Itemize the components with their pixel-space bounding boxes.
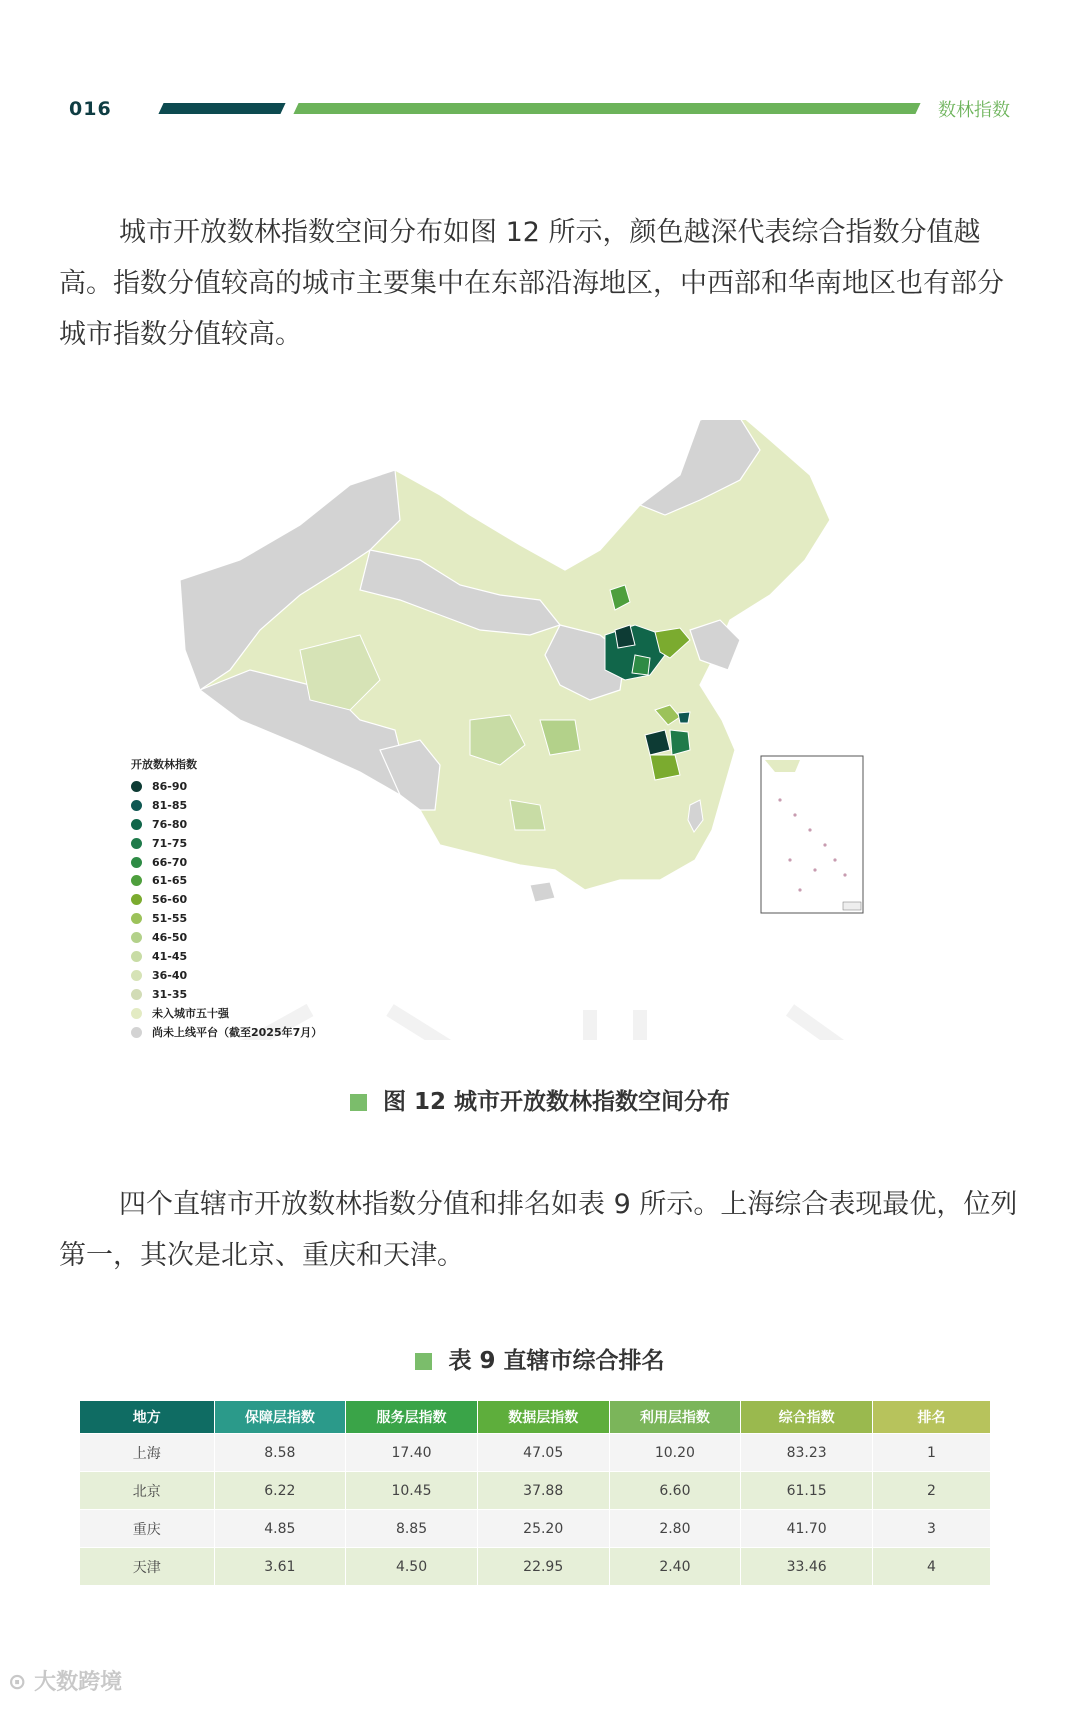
table-cell: 4.50 [346, 1548, 478, 1586]
column-header: 排名 [873, 1401, 991, 1434]
legend-item: 76-80 [131, 815, 322, 834]
figure-caption: 图 12 城市开放数林指数空间分布 [0, 1083, 1080, 1116]
legend-dot [131, 838, 142, 849]
table-row [80, 1510, 991, 1548]
table-cell: 重庆 [80, 1510, 214, 1548]
page-number: 016 [69, 98, 112, 120]
table-caption: 表 9 直辖市综合排名 [0, 1342, 1080, 1375]
legend-item: 66-70 [131, 853, 322, 872]
legend-dot [131, 1008, 142, 1019]
legend-dot [131, 970, 142, 981]
legend-dot [131, 857, 142, 868]
intro-paragraph: 城市开放数林指数空间分布如图 12 所示，颜色越深代表综合指数分值越高。指数分值较高的城市主要集中在东部沿海地区，中西部和华南地区也有部分城市指数分值较高。 [59, 217, 1004, 350]
legend-dot [131, 894, 142, 905]
table-cell: 25.20 [477, 1510, 609, 1548]
caption-square-icon [350, 1094, 367, 1111]
legend-dot [131, 913, 142, 924]
legend-dot [131, 781, 142, 792]
south-china-sea-inset [761, 756, 863, 913]
legend-item: 51-55 [131, 909, 322, 928]
table-cell: 83.23 [741, 1434, 873, 1472]
header-bar-green [293, 103, 920, 114]
map-region-shanghai [678, 712, 690, 723]
legend-dot [131, 932, 142, 943]
table-cell: 41.70 [741, 1510, 873, 1548]
table-cell: 33.46 [741, 1548, 873, 1586]
legend-item: 71-75 [131, 834, 322, 853]
legend-dot [131, 819, 142, 830]
table-header-row [80, 1401, 991, 1434]
table-cell: 6.60 [609, 1472, 741, 1510]
table-cell: 1 [873, 1434, 991, 1472]
table-cell: 天津 [80, 1548, 214, 1586]
legend-dot [131, 951, 142, 962]
map-legend [131, 756, 322, 1041]
legend-item: 未入城市五十强 [131, 1004, 322, 1023]
inset-scale-box [843, 902, 861, 910]
column-header: 利用层指数 [609, 1401, 741, 1434]
legend-item: 81-85 [131, 796, 322, 815]
second-paragraph: 四个直辖市开放数林指数分值和排名如表 9 所示。上海综合表现最优，位列第一，其次是北京、重庆和天津。 [59, 1189, 1018, 1271]
watermark-logo: ⊙ 大数跨境 [8, 1670, 123, 1695]
table-cell: 4 [873, 1548, 991, 1586]
table-cell: 3.61 [214, 1548, 346, 1586]
map-region-hangzhou [645, 730, 670, 755]
map-region-wenzhou [650, 755, 680, 780]
page-header [0, 0, 1080, 150]
column-header: 数据层指数 [477, 1401, 609, 1434]
brand-name: 数林指数 [938, 100, 1010, 121]
legend-item: 36-40 [131, 966, 322, 985]
table-row [80, 1472, 991, 1510]
legend-item: 61-65 [131, 871, 322, 890]
legend-item: 86-90 [131, 777, 322, 796]
legend-item: 尚未上线平台（截至2025年7月） [131, 1023, 322, 1042]
legend-dot [131, 800, 142, 811]
legend-item: 41-45 [131, 947, 322, 966]
table-cell: 2.80 [609, 1510, 741, 1548]
table-cell: 北京 [80, 1472, 214, 1510]
table-cell: 2.40 [609, 1548, 741, 1586]
legend-item: 31-35 [131, 985, 322, 1004]
table-cell: 上海 [80, 1434, 214, 1472]
map-region-guizhou [510, 800, 545, 830]
column-header: 服务层指数 [346, 1401, 478, 1434]
municipality-ranking-table [80, 1401, 991, 1585]
legend-dot [131, 1027, 142, 1038]
table-cell: 17.40 [346, 1434, 478, 1472]
header-bar-dark [158, 103, 285, 114]
caption-square-icon [415, 1353, 432, 1370]
table-cell: 6.22 [214, 1472, 346, 1510]
table-row [80, 1548, 991, 1586]
legend-dot [131, 875, 142, 886]
legend-dot [131, 989, 142, 1000]
legend-item: 46-50 [131, 928, 322, 947]
table-row [80, 1434, 991, 1472]
table-cell: 10.20 [609, 1434, 741, 1472]
table-cell: 3 [873, 1510, 991, 1548]
table-cell: 47.05 [477, 1434, 609, 1472]
map-region-ningbo [670, 730, 690, 755]
legend-title: 开放数林指数 [131, 758, 197, 771]
legend-item: 56-60 [131, 890, 322, 909]
watermark-icon: ⊙ [8, 1670, 35, 1695]
table-cell: 61.15 [741, 1472, 873, 1510]
map-region-linyi [632, 655, 650, 675]
table-cell: 10.45 [346, 1472, 478, 1510]
table-cell: 8.58 [214, 1434, 346, 1472]
table-cell: 8.85 [346, 1510, 478, 1548]
map-region-hainan [530, 882, 555, 902]
table-cell: 2 [873, 1472, 991, 1510]
table-cell: 4.85 [214, 1510, 346, 1548]
table-cell: 37.88 [477, 1472, 609, 1510]
column-header: 地方 [80, 1401, 214, 1434]
column-header: 保障层指数 [214, 1401, 346, 1434]
table-cell: 22.95 [477, 1548, 609, 1586]
column-header: 综合指数 [741, 1401, 873, 1434]
